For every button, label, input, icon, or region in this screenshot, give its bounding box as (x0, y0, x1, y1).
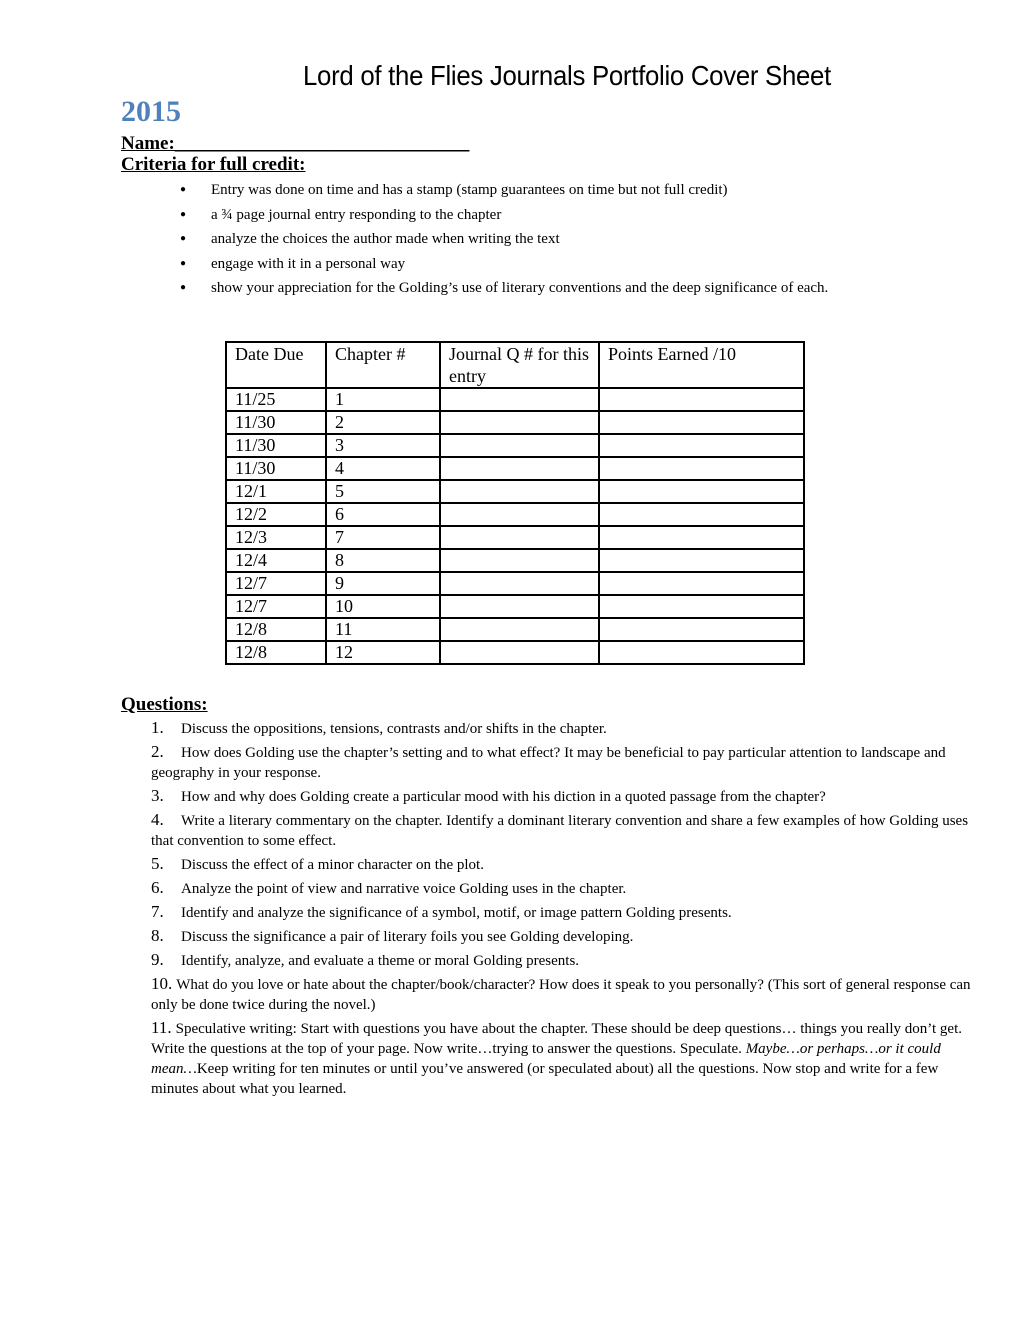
cell-journal-q[interactable] (440, 411, 599, 434)
cell-date-due: 11/30 (226, 457, 326, 480)
cell-date-due: 12/7 (226, 572, 326, 595)
page-title: Lord of the Flies Journals Portfolio Cover Sheet (303, 60, 831, 91)
table-row (226, 388, 804, 411)
question-number: 11. (151, 1018, 172, 1037)
cell-points[interactable] (599, 595, 804, 618)
cell-chapter: 1 (326, 388, 440, 411)
question-number: 10. (151, 974, 173, 993)
cell-points[interactable] (599, 480, 804, 503)
cell-journal-q[interactable] (440, 641, 599, 664)
question-text: How does Golding use the chapter’s setting and to what effect? It may be beneficial to pay particular attention to landscape and geography in your response. (151, 745, 946, 781)
table-row (226, 411, 804, 434)
cell-date-due: 12/3 (226, 526, 326, 549)
cell-chapter: 5 (326, 480, 440, 503)
cell-journal-q[interactable] (440, 457, 599, 480)
cell-date-due: 12/8 (226, 641, 326, 664)
cell-date-due: 11/30 (226, 411, 326, 434)
cell-chapter: 10 (326, 595, 440, 618)
criteria-item: ● Entry was done on time and has a stamp (stamp guarantees on time but not full credit) (180, 180, 900, 200)
question-text: Discuss the oppositions, tensions, contrasts and/or shifts in the chapter. (181, 721, 607, 737)
criteria-list (180, 180, 900, 303)
cell-points[interactable] (599, 641, 804, 664)
question-text: What do you love or hate about the chapter/book/character? How does it speak to you personally? (This sort of general response can only be done twice during the novel.) (151, 977, 971, 1013)
table-row (226, 526, 804, 549)
cell-chapter: 4 (326, 457, 440, 480)
question-item (151, 950, 986, 971)
cell-journal-q[interactable] (440, 434, 599, 457)
question-number: 2. (151, 742, 164, 761)
question-item (151, 718, 986, 739)
table-row (226, 595, 804, 618)
cell-date-due: 12/2 (226, 503, 326, 526)
cell-journal-q[interactable] (440, 480, 599, 503)
year-heading: 2015 (121, 95, 181, 128)
question-item (151, 878, 986, 899)
question-text: Identify, analyze, and evaluate a theme or moral Golding presents. (181, 953, 580, 969)
cell-chapter: 6 (326, 503, 440, 526)
cell-points[interactable] (599, 457, 804, 480)
cell-chapter: 12 (326, 641, 440, 664)
journal-schedule-table (225, 341, 805, 665)
header-chapter: Chapter # (326, 342, 440, 388)
question-text: Speculative writing: Start with questions you have about the chapter. These should be deep questions… things you really don’t get. Write the questions at the top of your page. Now write…trying to answer the questions. Speculate. (151, 1021, 963, 1057)
table-row (226, 480, 804, 503)
question-text: Discuss the effect of a minor character on the plot. (181, 857, 484, 873)
cell-points[interactable] (599, 503, 804, 526)
question-number: 7. (151, 902, 164, 921)
table-row (226, 457, 804, 480)
table-row (226, 618, 804, 641)
cell-chapter: 2 (326, 411, 440, 434)
cell-journal-q[interactable] (440, 388, 599, 411)
cell-points[interactable] (599, 388, 804, 411)
table-row (226, 434, 804, 457)
questions-heading: Questions: (121, 694, 208, 715)
question-number: 4. (151, 810, 164, 829)
cell-points[interactable] (599, 549, 804, 572)
cell-points[interactable] (599, 572, 804, 595)
question-text: How and why does Golding create a particular mood with his diction in a quoted passage from the chapter? (181, 789, 826, 805)
question-item (151, 902, 986, 923)
table-row (226, 549, 804, 572)
question-text: Write a literary commentary on the chapter. Identify a dominant literary convention and share a few examples of how Golding uses that convention to some effect. (151, 813, 969, 849)
criteria-heading: Criteria for full credit: (121, 154, 306, 175)
cell-chapter: 7 (326, 526, 440, 549)
cell-points[interactable] (599, 618, 804, 641)
question-item (151, 926, 986, 947)
question-number: 1. (151, 718, 164, 737)
question-item (151, 810, 986, 851)
table-row (226, 503, 804, 526)
cell-points[interactable] (599, 526, 804, 549)
question-number: 5. (151, 854, 164, 873)
criteria-item: ● engage with it in a personal way (180, 254, 900, 274)
name-field[interactable]: Name:_______________________________ (121, 133, 470, 154)
cell-journal-q[interactable] (440, 618, 599, 641)
header-points: Points Earned /10 (599, 342, 804, 388)
question-text: Discuss the significance a pair of literary foils you see Golding developing. (181, 929, 634, 945)
cell-journal-q[interactable] (440, 595, 599, 618)
criteria-item: ● a ¾ page journal entry responding to the chapter (180, 205, 900, 225)
question-item (151, 974, 986, 1015)
question-text: Keep writing for ten minutes or until you’ve answered (or speculated about) all the questions. Now stop and write for a few minutes about what you learned. (151, 1061, 939, 1097)
cell-journal-q[interactable] (440, 503, 599, 526)
question-number: 6. (151, 878, 164, 897)
cell-chapter: 3 (326, 434, 440, 457)
table-row (226, 641, 804, 664)
cell-journal-q[interactable] (440, 549, 599, 572)
cell-date-due: 12/1 (226, 480, 326, 503)
question-number: 3. (151, 786, 164, 805)
table-header-row (226, 342, 804, 388)
question-text: Identify and analyze the significance of a symbol, motif, or image pattern Golding presents. (181, 905, 732, 921)
header-journal-q: Journal Q # for this entry (440, 342, 599, 388)
header-date-due: Date Due (226, 342, 326, 388)
cell-chapter: 9 (326, 572, 440, 595)
question-item (151, 786, 986, 807)
criteria-item: ● analyze the choices the author made when writing the text (180, 229, 900, 249)
question-text-italic: Maybe…or perhaps…or it could mean… (151, 1041, 941, 1077)
cell-date-due: 11/25 (226, 388, 326, 411)
question-item (151, 742, 986, 783)
questions-list (151, 718, 986, 1102)
cell-chapter: 8 (326, 549, 440, 572)
cell-date-due: 12/8 (226, 618, 326, 641)
question-text: Analyze the point of view and narrative voice Golding uses in the chapter. (181, 881, 627, 897)
cell-points[interactable] (599, 411, 804, 434)
criteria-item: ● show your appreciation for the Golding’s use of literary conventions and the deep significance of each. (180, 278, 900, 298)
cell-chapter: 11 (326, 618, 440, 641)
cell-date-due: 12/7 (226, 595, 326, 618)
question-number: 9. (151, 950, 164, 969)
question-item (151, 1018, 986, 1099)
question-item (151, 854, 986, 875)
question-number: 8. (151, 926, 164, 945)
cell-journal-q[interactable] (440, 572, 599, 595)
cell-points[interactable] (599, 434, 804, 457)
table-row (226, 572, 804, 595)
cell-date-due: 12/4 (226, 549, 326, 572)
cell-journal-q[interactable] (440, 526, 599, 549)
cell-date-due: 11/30 (226, 434, 326, 457)
